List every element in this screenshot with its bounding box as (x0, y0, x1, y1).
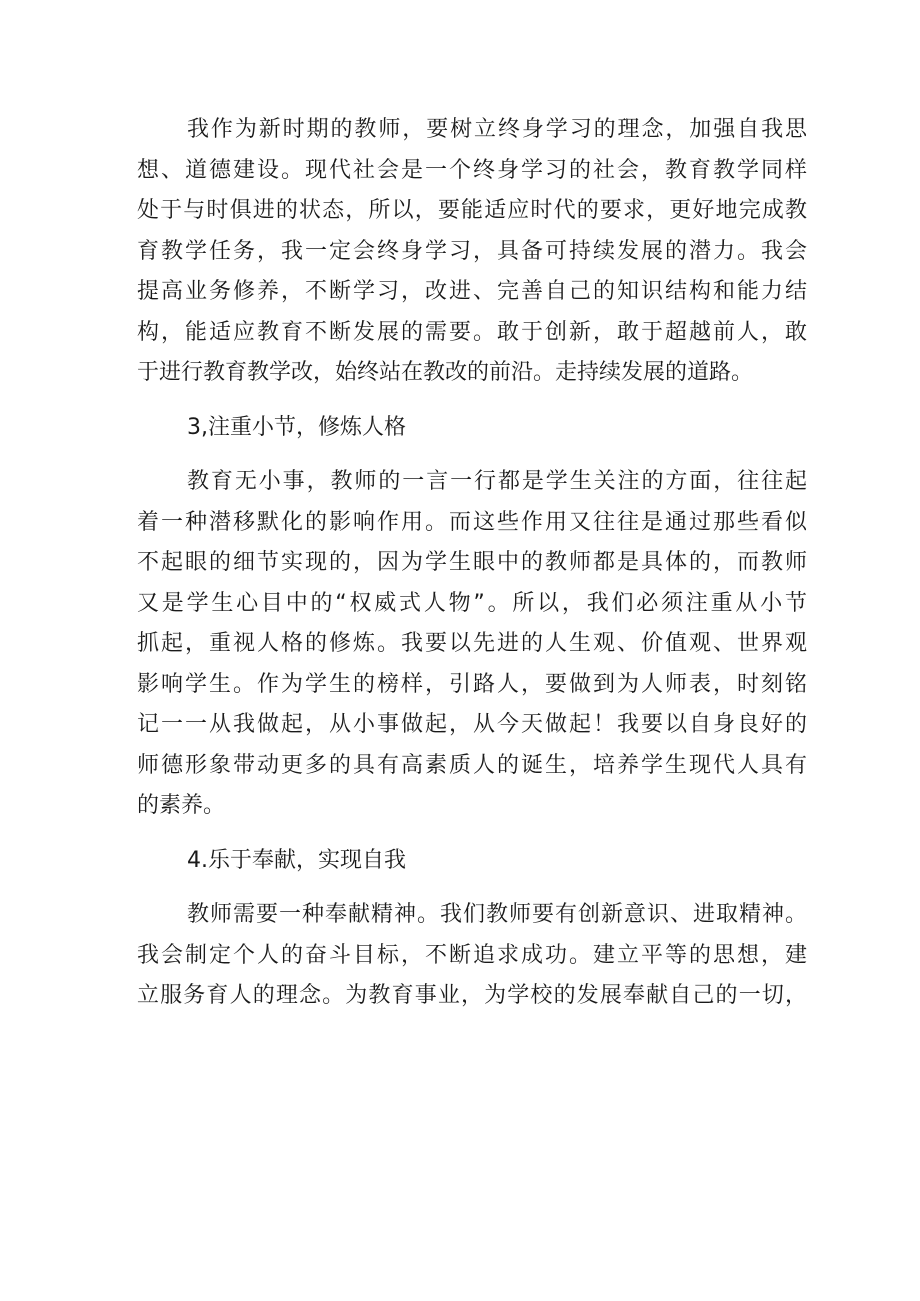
text-line: 抓起，重视人格的修炼。我要以先进的人生观、价值观、世界观 (137, 631, 807, 656)
text-line: 的素养。 (137, 793, 226, 818)
text-line: 师德形象带动更多的具有高素质人的诞生，培养学生现代人具有 (137, 752, 807, 778)
text-line: 教师需要一种奉献精神。我们教师要有创新意识、进取精神。 (187, 902, 807, 927)
text-line: 不起眼的细节实现的，因为学生眼中的教师都是具体的，而教师 (137, 550, 807, 575)
paragraph-personal-character (137, 464, 807, 829)
text-line: 构，能适应教育不断发展的需要。敢于创新，敢于超越前人，敢 (137, 319, 807, 345)
text-line: 立服务育人的理念。为教育事业，为学校的发展奉献自己的一切， (137, 983, 807, 1008)
text-line: 记一一从我做起，从小事做起，从今天做起！我要以自身良好的 (137, 712, 807, 737)
text-line: 我作为新时期的教师，要树立终身学习的理念，加强自我思 (187, 117, 807, 142)
heading-text: 4.乐于奉献，实现自我 (187, 847, 406, 873)
heading-text: 3,注重小节，修炼人格 (187, 414, 406, 440)
text-line: 提高业务修养，不断学习，改进、完善自己的知识结构和能力结 (137, 279, 807, 304)
section-heading-4 (137, 843, 807, 884)
text-line: 想、道德建设。现代社会是一个终身学习的社会，教育教学同样 (137, 157, 807, 183)
text-line: 影响学生。作为学生的榜样，引路人，要做到为人师表，时刻铭 (137, 671, 807, 697)
text-line: 教育无小事，教师的一言一行都是学生关注的方面，往往起 (187, 469, 807, 494)
text-line: 育教学任务，我一定会终身学习，具备可持续发展的潜力。我会 (137, 238, 807, 264)
text-line: 于进行教育教学改，始终站在教改的前沿。走持续发展的道路。 (137, 360, 754, 385)
section-heading-3 (137, 410, 807, 451)
text-line: 又是学生心目中的“权威式人物”。所以，我们必须注重从小节 (137, 590, 808, 616)
text-line: 处于与时俱进的状态，所以，要能适应时代的要求，更好地完成教 (137, 198, 807, 223)
text-line: 着一种潜移默化的影响作用。而这些作用又往往是通过那些看似 (137, 509, 807, 535)
paragraph-lifelong-learning (137, 112, 807, 396)
paragraph-dedication (137, 897, 807, 1019)
text-line: 我会制定个人的奋斗目标，不断追求成功。建立平等的思想，建 (137, 942, 807, 968)
document-body (137, 112, 807, 1019)
